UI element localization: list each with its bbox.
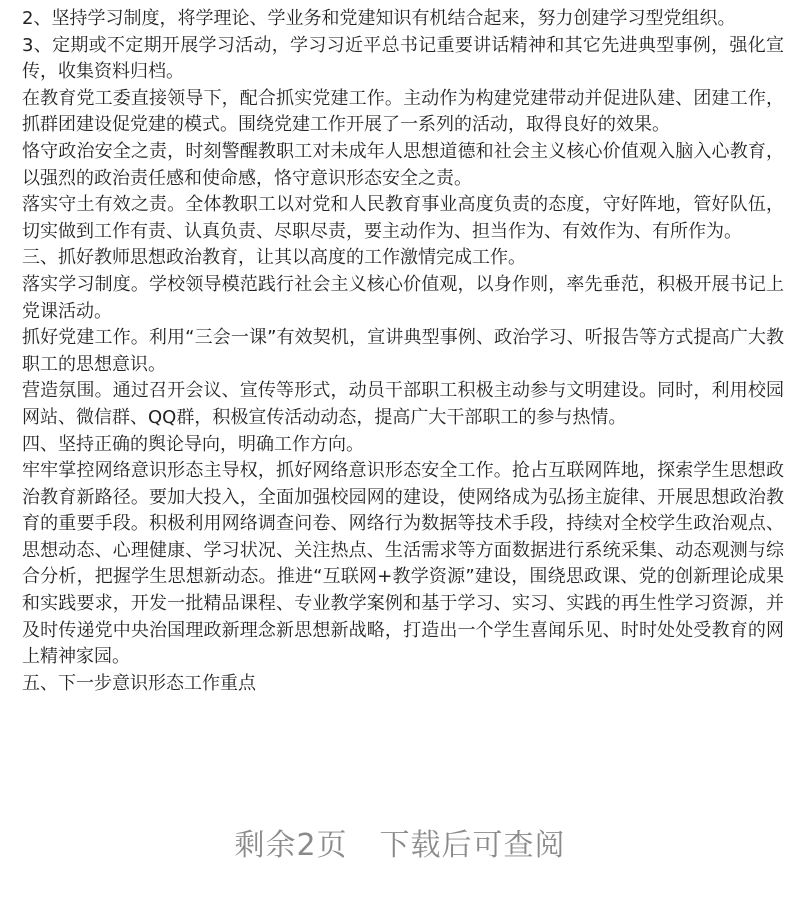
- download-to-view-label: 下载后可查阅: [379, 828, 566, 863]
- section-heading: 三、抓好教师思想政治教育，让其以高度的工作激情完成工作。: [22, 247, 526, 269]
- paragraph: 牢牢掌控网络意识形态主导权，抓好网络意识形态安全工作。抢占互联网阵地，探索学生思想政治教育新路径。要加大投入，全面加强校园网的建设，使网络成为弘扬主旋律、开展思想政治教育的重要手段。积极利用网络调查问卷、网络行为数据等技术手段，持续对全校学生政治观点、思想动态、心理健康、学习状况、关注热点、生活需求等方面数据进行系统采集、动态观测与综合分析，把握学生思想新动态。推进“互联网+教学资源”建设，围绕思政课、党的创新理论成果和实践要求，开发一批精品课程、专业教学案例和基于学习、实习、实践的再生性学习资源，并及时传递党中央治国理政新理念新思想新战略，打造出一个学生喜闻乐见、时时处处受教育的网上精神家园。: [22, 460, 784, 668]
- paragraph: 营造氛围。通过召开会议、宣传等形式，动员干部职工积极主动参与文明建设。同时，利用校园网站、微信群、QQ群，积极宣传活动动态，提高广大干部职工的参与热情。: [22, 380, 784, 428]
- remaining-pages-label: 剩余2页: [234, 828, 348, 863]
- document-body: [22, 6, 784, 697]
- section-heading: 五、下一步意识形态工作重点: [22, 672, 256, 694]
- paragraph: 落实守土有效之责。全体教职工以对党和人民教育事业高度负责的态度，守好阵地，管好队伍，切实做到工作有责、认真负责、尽职尽责，要主动作为、担当作为、有效作为、有所作为。: [22, 194, 784, 242]
- paragraph: 2、坚持学习制度，将学理论、学业务和党建知识有机结合起来，努力创建学习型党组织。: [22, 8, 736, 29]
- section-heading: 四、坚持正确的舆论导向，明确工作方向。: [22, 433, 364, 455]
- paragraph: 在教育党工委直接领导下，配合抓实党建工作。主动作为构建党建带动并促进队建、团建工作，抓群团建设促党建的模式。围绕党建工作开展了一系列的活动，取得良好的效果。: [22, 87, 784, 136]
- paragraph: 落实学习制度。学校领导模范践行社会主义核心价值观，以身作则，率先垂范，积极开展书记上党课活动。: [22, 273, 784, 322]
- download-prompt[interactable]: [0, 820, 800, 864]
- paragraph: 3、定期或不定期开展学习活动，学习习近平总书记重要讲话精神和其它先进典型事例，强化宣传，收集资料归档。: [22, 34, 784, 83]
- paragraph: 恪守政治安全之责，时刻警醒教职工对未成年人思想道德和社会主义核心价值观入脑入心教育，以强烈的政治责任感和使命感，恪守意识形态安全之责。: [22, 140, 784, 189]
- paragraph: 抓好党建工作。利用“三会一课”有效契机，宣讲典型事例、政治学习、听报告等方式提高广大教职工的思想意识。: [22, 327, 784, 375]
